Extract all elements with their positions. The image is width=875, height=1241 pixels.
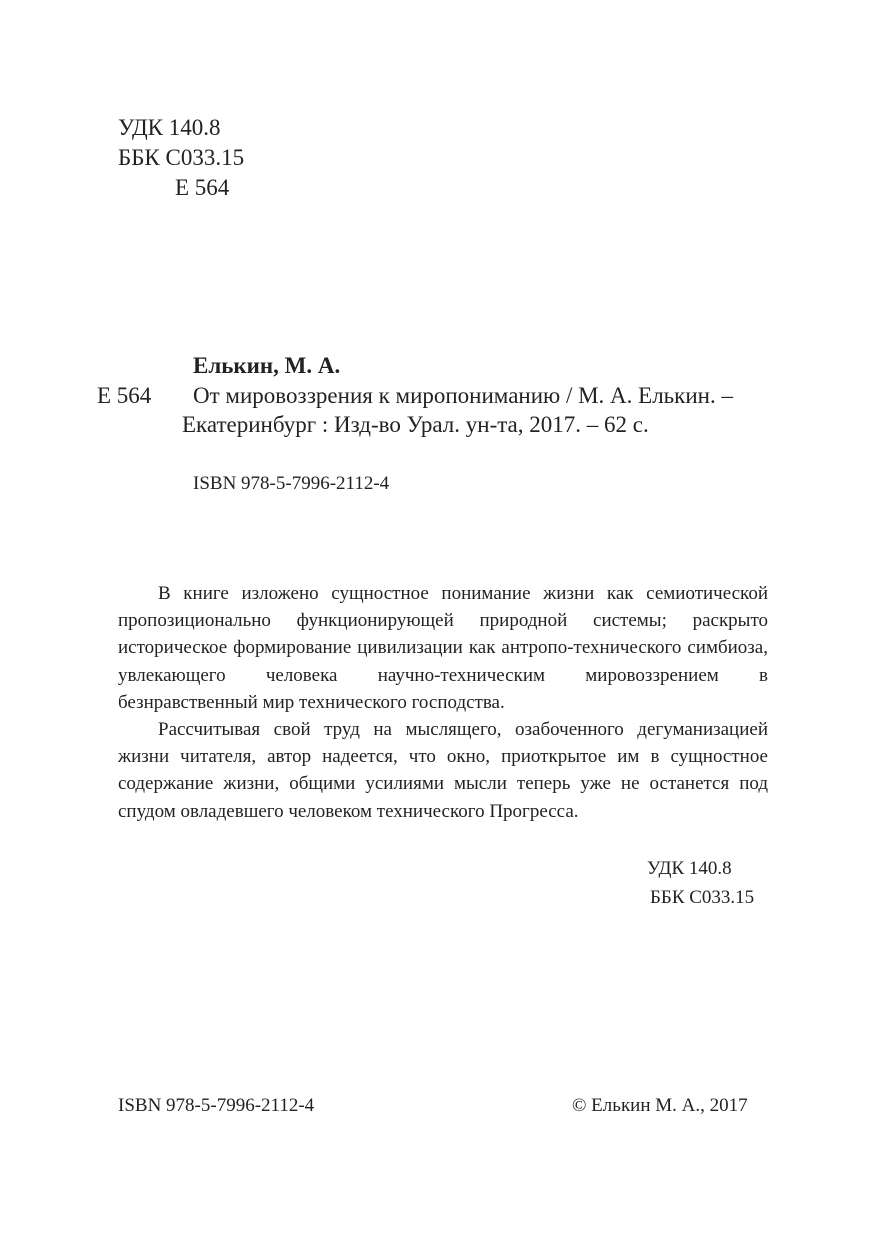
bbk-code-right: ББК С033.15 xyxy=(650,887,755,908)
author-name: Елькин, М. А. xyxy=(193,353,341,378)
author-sign-entry: Е 564 xyxy=(97,383,152,408)
annotation-paragraph: В книге изложено сущностное понимание жизни как семиотической пропозиционально функционирующей природной системы; раскрыто историческое формирование цивилизации как антропо-технического симбиоза, увлекающего человека научно-техническим мировоззрением в безнравственный мир технического господства. xyxy=(118,583,768,713)
author-sign: Е 564 xyxy=(175,175,230,200)
isbn-entry: ISBN 978-5-7996-2112-4 xyxy=(193,473,390,494)
title-line: От мировоззрения к миропониманию / М. А. Елькин. – xyxy=(193,383,733,408)
footer-isbn: ISBN 978-5-7996-2112-4 xyxy=(118,1095,315,1116)
copyright: © Елькин М. А., 2017 xyxy=(572,1095,748,1116)
udk-code: УДК 140.8 xyxy=(118,115,221,140)
annotation xyxy=(118,580,768,825)
annotation-paragraph: Рассчитывая свой труд на мыслящего, озабоченного дегуманизацией жизни читателя, автор надеется, что окно, приоткрытое им в сущностное содержание жизни, общими усилиями мысли теперь уже не останется под спудом овладевшего человеком технического Прогресса. xyxy=(118,719,768,822)
imprint-line: Екатеринбург : Изд-во Урал. ун-та, 2017. – 62 с. xyxy=(182,412,649,437)
udk-code-right: УДК 140.8 xyxy=(647,858,732,879)
bbk-code: ББК С033.15 xyxy=(118,145,245,170)
